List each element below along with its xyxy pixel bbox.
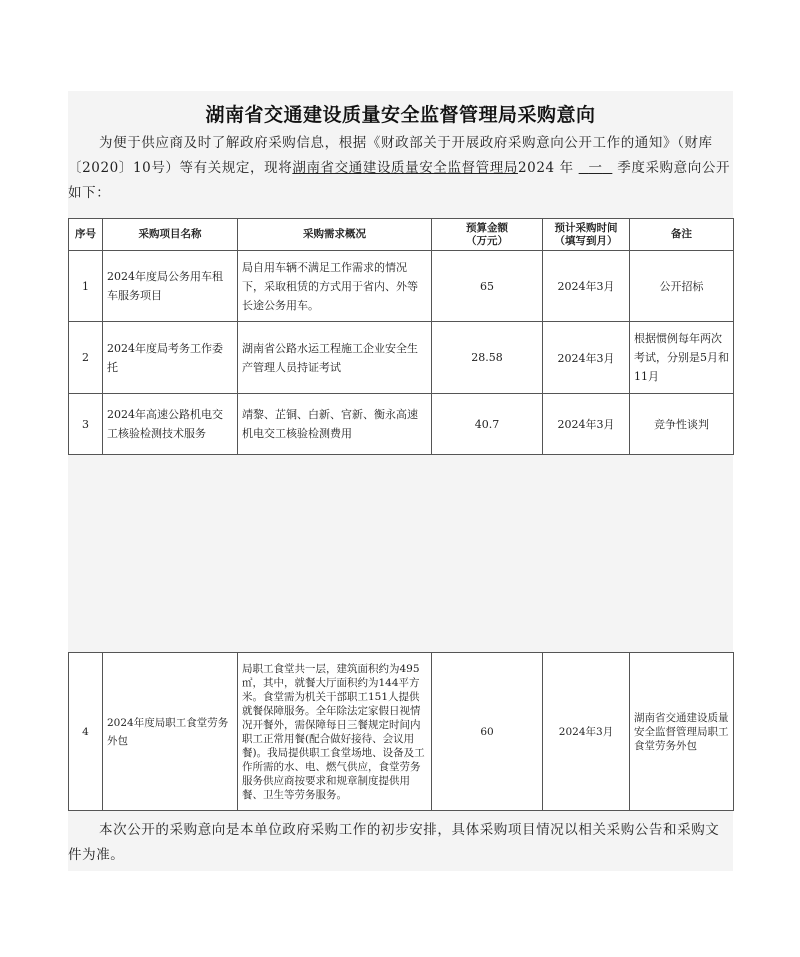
header-note: 备注 (630, 219, 734, 251)
row-budget: 60 (432, 653, 543, 811)
row-no: 2 (69, 322, 103, 394)
row-budget: 65 (432, 251, 543, 322)
row-desc: 靖黎、芷铜、白新、官新、衡永高速机电交工核验检测费用 (238, 394, 432, 455)
row-budget: 28.58 (432, 322, 543, 394)
row-no: 1 (69, 251, 103, 322)
row-name: 2024年度局考务工作委托 (103, 322, 238, 394)
intro-unit: 湖南省交通建设质量安全监督管理局 (292, 160, 518, 176)
row-note: 湖南省交通建设质量安全监督管理局职工食堂劳务外包 (630, 653, 734, 811)
row-desc: 湖南省公路水运工程施工企业安全生产管理人员持证考试 (238, 322, 432, 394)
row-note: 竞争性谈判 (630, 394, 734, 455)
intro-text-2: 年 (559, 160, 574, 176)
table-row (69, 653, 734, 811)
intro-quarter: 一 (588, 160, 603, 176)
header-name: 采购项目名称 (103, 219, 238, 251)
header-no: 序号 (69, 219, 103, 251)
table-row (69, 251, 734, 322)
header-time: 预计采购时间 （填写到月） (543, 219, 630, 251)
row-name: 2024年高速公路机电交工核验检测技术服务 (103, 394, 238, 455)
closing-paragraph: 本次公开的采购意向是本单位政府采购工作的初步安排，具体采购项目情况以相关采购公告和采购文件为准。 (68, 822, 720, 863)
row-time: 2024年3月 (543, 394, 630, 455)
table-row (69, 394, 734, 455)
row-note: 根据惯例每年两次考试，分别是5月和11月 (630, 322, 734, 394)
intro-text-1: 为便于供应商及时了解政府采购信息，根据《财政部关于开展政府采购意向公开工作的通知》（财库〔2020〕10号）等有关规定，现将 (68, 135, 713, 176)
table-header-row (69, 219, 734, 251)
header-budget: 预算金额 （万元） (432, 219, 543, 251)
procurement-table (68, 218, 734, 455)
procurement-table-continued (68, 652, 734, 811)
intro-text-3: 季度采购意向公开如下： (68, 160, 731, 201)
page-title: 湖南省交通建设质量安全监督管理局采购意向 (205, 104, 596, 126)
row-name: 2024年度局职工食堂劳务外包 (103, 653, 238, 811)
table-row (69, 322, 734, 394)
row-desc: 局自用车辆不满足工作需求的情况下，采取租赁的方式用于省内、外等长途公务用车。 (238, 251, 432, 322)
row-note: 公开招标 (630, 251, 734, 322)
row-name: 2024年度局公务用车租车服务项目 (103, 251, 238, 322)
intro-paragraph (68, 131, 733, 206)
row-time: 2024年3月 (543, 322, 630, 394)
row-no: 4 (69, 653, 103, 811)
row-no: 3 (69, 394, 103, 455)
row-budget: 40.7 (432, 394, 543, 455)
row-desc: 局职工食堂共一层，建筑面积约为495㎡，其中，就餐大厅面积约为144平方米。食堂需为机关干部职工151人提供就餐保障服务。全年除法定家假日视情况开餐外，需保障每日三餐规定时间内职工正常用餐(配合做好接待、会议用餐)。我局提供职工食堂场地、设备及工作所需的水、电、燃气供应，食堂劳务服务供应商按要求和规章制度提供用餐、卫生等劳务服务。 (238, 653, 432, 811)
row-time: 2024年3月 (543, 653, 630, 811)
intro-year: 2024 (517, 160, 555, 176)
header-desc: 采购需求概况 (238, 219, 432, 251)
row-time: 2024年3月 (543, 251, 630, 322)
